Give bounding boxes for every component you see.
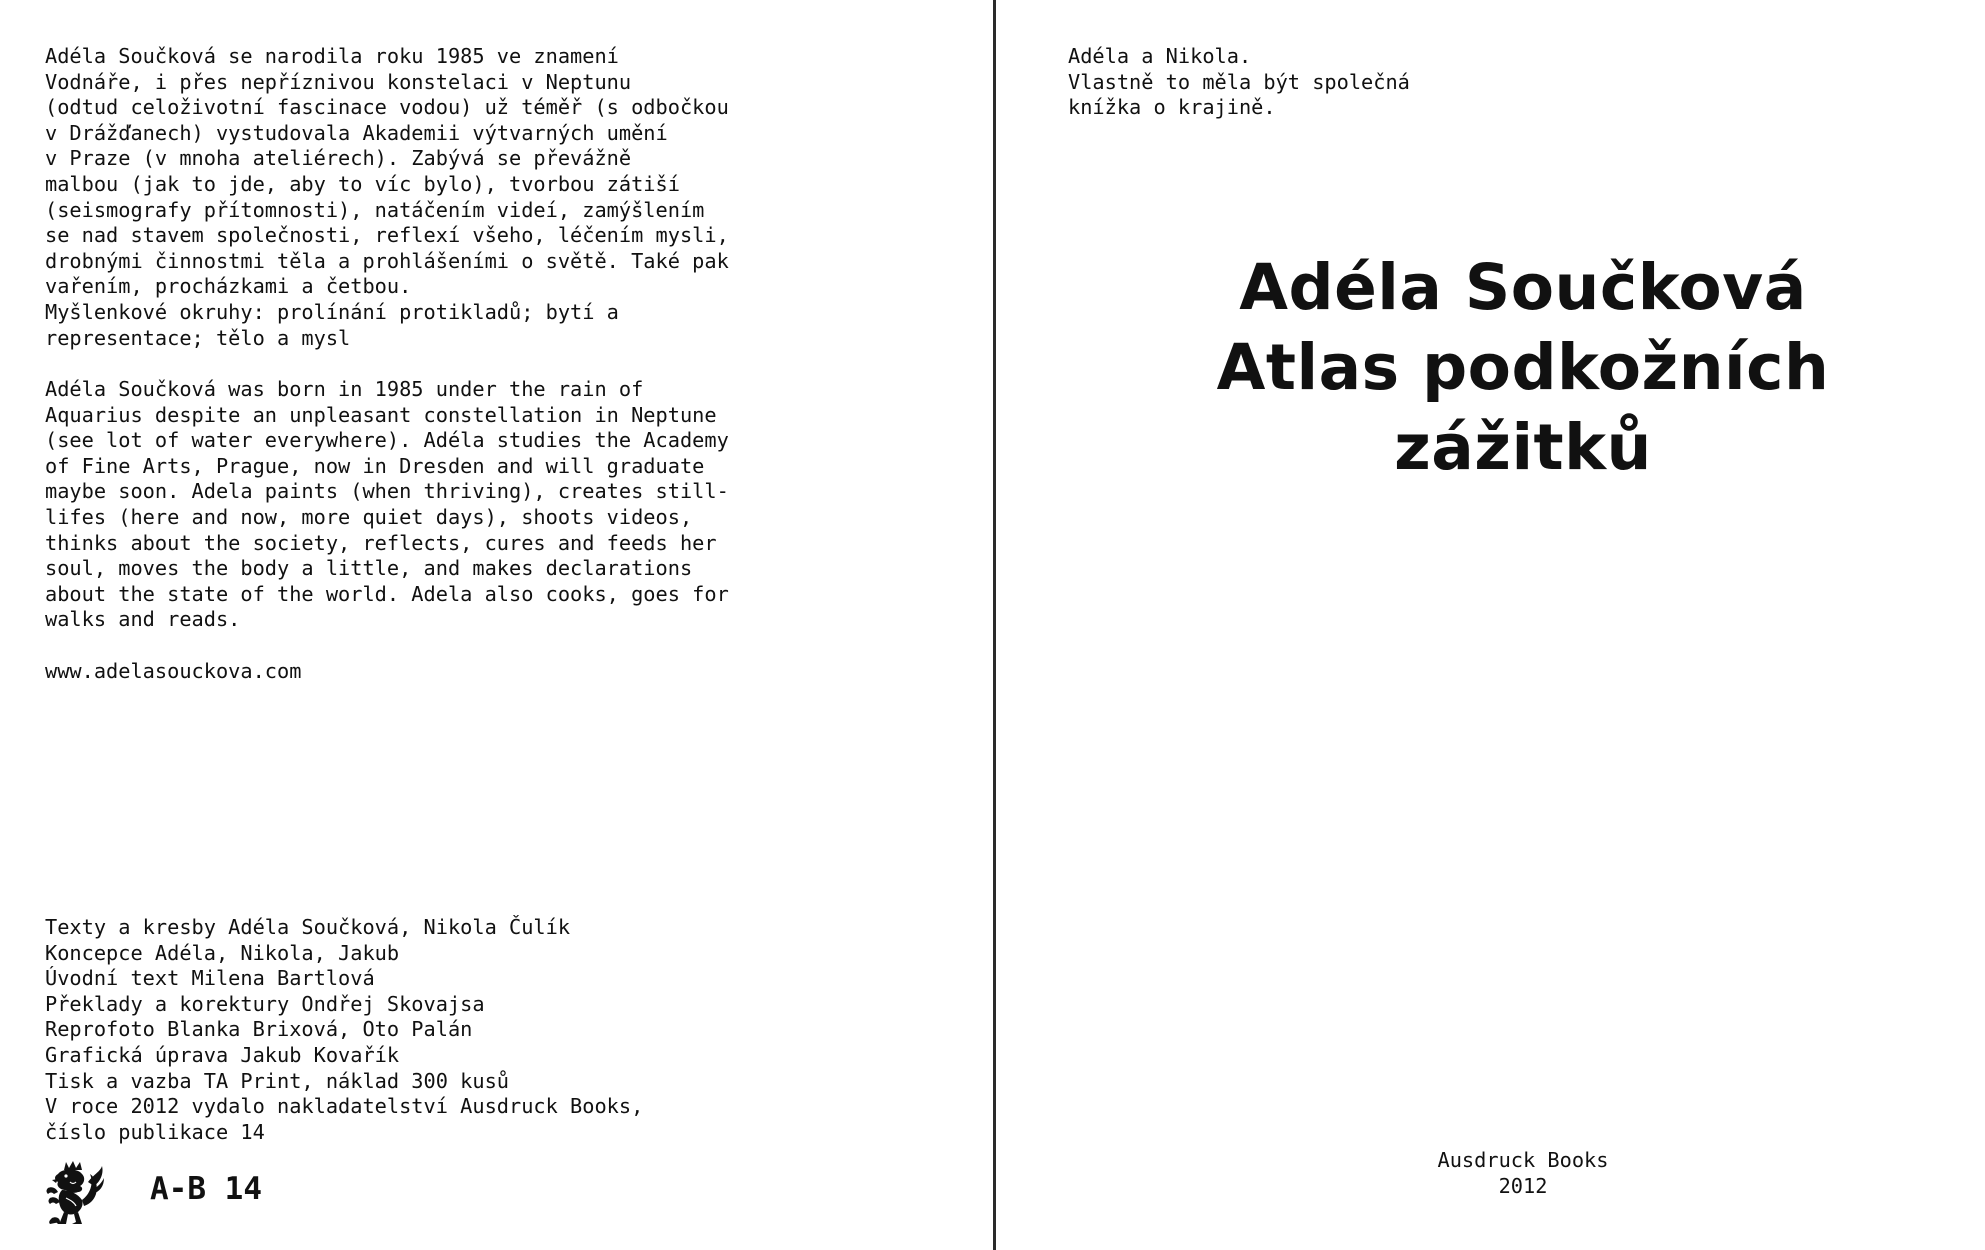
book-title <box>998 248 1985 488</box>
title-line-2: zážitků <box>1394 411 1652 484</box>
right-page <box>998 0 1985 1250</box>
series-number: A-B 14 <box>150 1171 262 1207</box>
lion-emblem-icon <box>44 1160 106 1226</box>
website-link[interactable]: www.adelasouckova.com <box>45 659 302 683</box>
dedication: Adéla a Nikola. Vlastně to měla být společná knížka o krajině. <box>1068 44 1410 120</box>
bio-english: Adéla Součková was born in 1985 under the rain of Aquarius despite an unpleasant constellation in Neptune (see lot of water everywhere). Adéla studies the Academy of Fine Arts, Prague, now in Dresden and will graduate maybe soon. Adela paints (when thriving), creates still- lifes (here and now, more quiet days), shoots videos, thinks about the society, reflects, cures and feeds her soul, moves the body a little, and makes declarations about the state of the world. Adela also cooks, goes for walks and reads. <box>45 377 729 632</box>
title-author: Adéla Součková <box>1239 251 1807 324</box>
colophon-credits: Texty a kresby Adéla Součková, Nikola Čulík Koncepce Adéla, Nikola, Jakub Úvodní text Milena Bartlová Překlady a korektury Ondřej Skovajsa Reprofoto Blanka Brixová, Oto Palán Grafická úprava Jakub Kovařík Tisk a vazba TA Print, náklad 300 kusů V roce 2012 vydalo nakladatelství Ausdruck Books, číslo publikace 14 <box>45 915 644 1144</box>
publication-year: 2012 <box>1498 1173 1548 1198</box>
page-divider <box>993 0 996 1250</box>
title-line-1: Atlas podkožních <box>1216 331 1830 404</box>
publisher-name: Ausdruck Books <box>1437 1148 1609 1172</box>
bio-czech: Adéla Součková se narodila roku 1985 ve znamení Vodnáře, i přes nepříznivou konstelaci v Neptunu (odtud celoživotní fascinace vodou) už téměř (s odbočkou v Drážďanech) vystudovala Akademii výtvarných umění v Praze (v mnoha ateliérech). Zabývá se převážně malbou (jak to jde, aby to víc bylo), tvorbou zátiší (seismografy přítomnosti), natáčením videí, zamýšlením se nad stavem společnosti, reflexí všeho, léčením mysli, drobnými činnostmi těla a prohlášeními o světě. Také pak vařením, procházkami a četbou. Myšlenkové okruhy: prolínání protikladů; bytí a representace; tělo a mysl <box>45 44 729 350</box>
publisher-imprint <box>998 1148 1985 1199</box>
